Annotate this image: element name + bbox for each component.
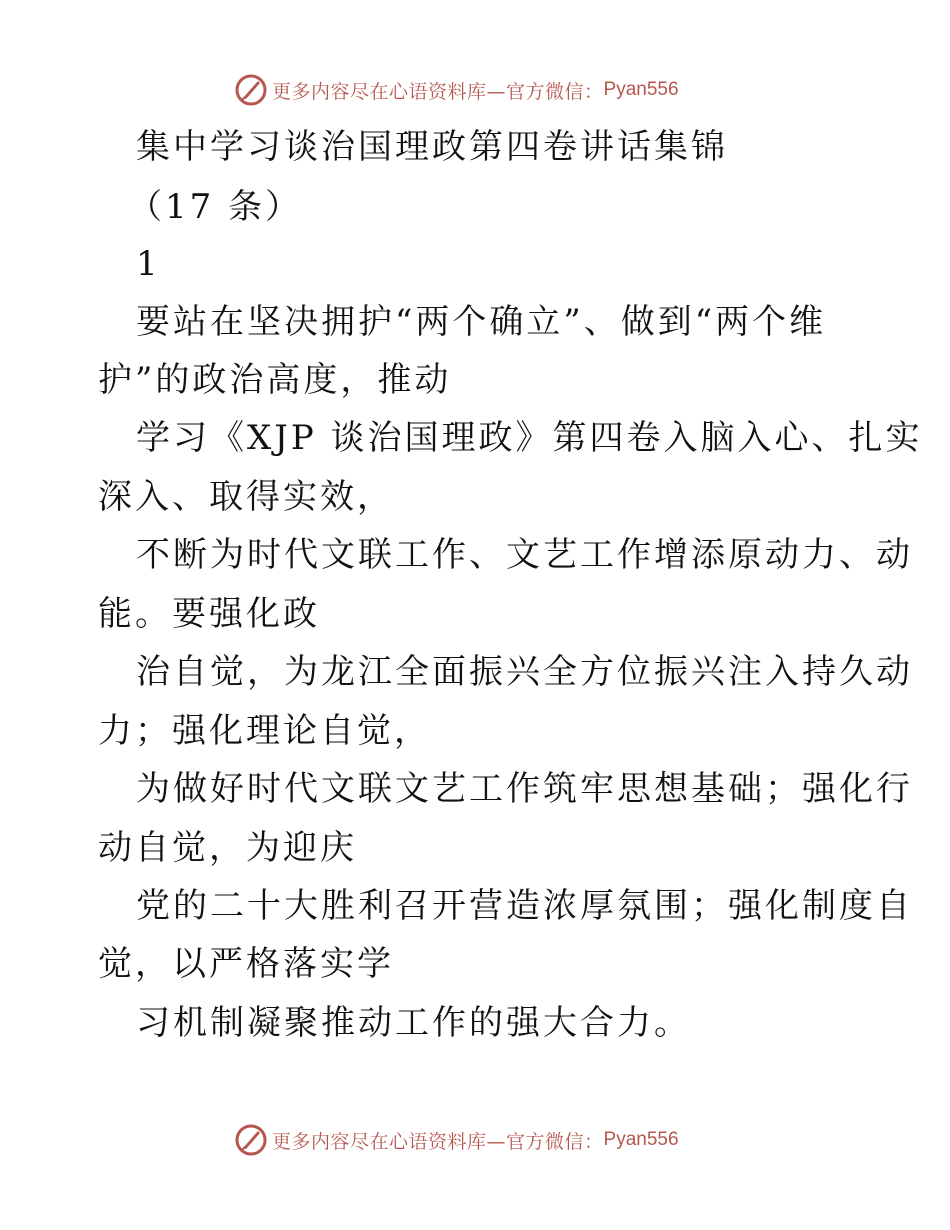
document-subtitle: （17 条） <box>128 187 303 227</box>
body-line: 护”的政治高度，推动 <box>98 360 452 400</box>
body-line: 不断为时代文联工作、文艺工作增添原动力、动 <box>136 535 913 575</box>
watermark-text: 更多内容尽在心语资料库—官方微信： <box>272 80 604 103</box>
watermark-text: 更多内容尽在心语资料库—官方微信： <box>272 1130 604 1153</box>
body-line: 力；强化理论自觉， <box>98 711 431 751</box>
body-line: 为做好时代文联文艺工作筑牢思想基础；强化行 <box>136 769 913 809</box>
body-line: 学习《XJP 谈治国理政》第四卷入脑入心、扎实 <box>136 418 923 458</box>
watermark-account: Pyan556 <box>603 1129 679 1150</box>
body-line: 动自觉，为迎庆 <box>98 828 357 868</box>
document-title: 集中学习谈治国理政第四卷讲话集锦 <box>136 127 728 167</box>
body-line: 能。要强化政 <box>98 594 320 634</box>
body-line: 党的二十大胜利召开营造浓厚氛围；强化制度自 <box>136 886 913 926</box>
body-line: 习机制凝聚推动工作的强大合力。 <box>136 1003 691 1043</box>
quill-seal-icon <box>234 73 268 107</box>
body-line: 深入、取得实效， <box>98 477 394 517</box>
watermark-footer <box>234 1122 679 1158</box>
body-line: 觉，以严格落实学 <box>98 944 394 984</box>
watermark-account: Pyan556 <box>603 79 679 100</box>
watermark-header <box>234 72 679 108</box>
section-number: 1 <box>136 244 161 284</box>
body-line: 治自觉，为龙江全面振兴全方位振兴注入持久动 <box>136 652 913 692</box>
quill-seal-icon <box>234 1123 268 1157</box>
body-line: 要站在坚决拥护“两个确立”、做到“两个维 <box>136 302 827 342</box>
